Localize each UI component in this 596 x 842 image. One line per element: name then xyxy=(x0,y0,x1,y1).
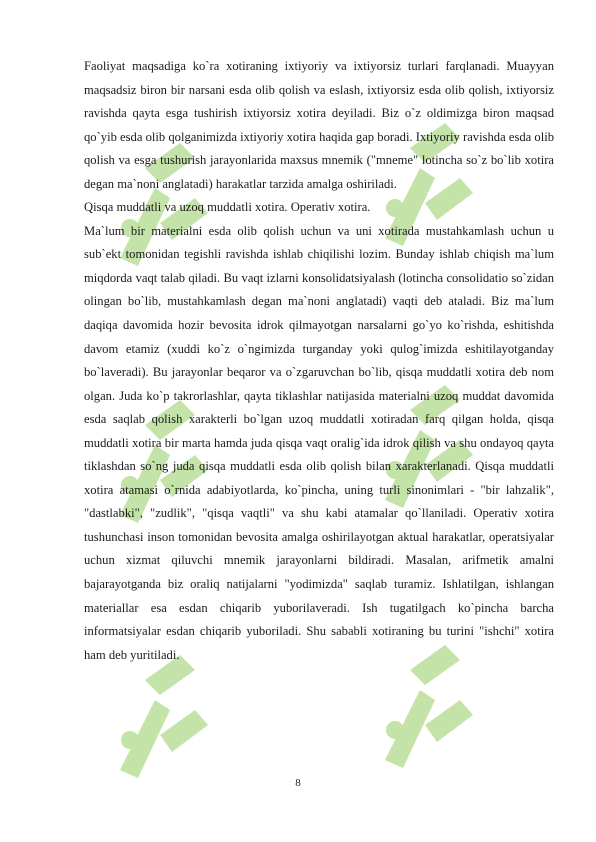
page-number: 8 xyxy=(295,777,301,789)
paragraph-intro: Faoliyat maqsadiga ko`ra xotiraning ixtiyoriy va ixtiyorsiz turlari farqlanadi. Muayyan maqsadsiz biron bir narsani esda olib qolish va eslash, ixtiyorsiz esda olib qolish, ixtiyorsiz ravishda qayta esga tushirish ixtiyorsiz xotira deyiladi. Biz o`z oldimizga biron maqsad qo`yib esda olib qolganimizda ixtiyoriy xotira haqida gap boradi. Ixtiyoriy ravishda esda olib qolish va esga tushurish jarayonlarida maxsus mnemik ("mneme" lotincha so`z bo`lib xotira degan ma`noni anglatadi) harakatlar tarzida amalga oshiriladi. xyxy=(84,59,554,191)
document-body xyxy=(84,55,554,667)
section-heading: Qisqa muddatli va uzoq muddatli xotira. Operativ xotira. xyxy=(84,200,371,215)
paragraph-main: Ma`lum bir materialni esda olib qolish uchun va uni xotirada mustahkamlash uchun u sub`ekt tomonidan tegishli ravishda ishlab chiqilishi lozim. Bunday ishlab chiqish ma`lum miqdorda vaqt talab qiladi. Bu vaqt izlarni konsolidatsiyalash (lotincha consolidatio so`zidan olingan bo`lib, mustahkamlash degan ma`noni anglatadi) vaqti deb ataladi. Biz ma`lum daqiqa davomida hozir bevosita idrok qilmayotgan narsalarni go`yo ko`rishda, eshitishda davom etamiz (xuddi ko`z o`ngimizda turganday yoki qulog`imizda eshitilayotganday bo`laveradi). Bu jarayonlar beqaror va o`zgaruvchan bo`lib, qisqa muddatli xotira deb nom olgan. Juda ko`p takrorlashlar, qayta tiklashlar natijasida materialni uzoq muddat davomida esda saqlab qolish xarakterli bo`lgan uzoq muddatli xotiradan farq qilgan holda, qisqa muddatli xotira bir marta hamda juda qisqa vaqt oralig`ida idrok qilish va shu ondayoq qayta tiklashdan so`ng juda qisqa muddatli esda olib qolish bilan xarakterlanadi. Qisqa muddatli xotira atamasi o`rnida adabiyotlarda, ko`pincha, uning turli sinonimlari - "bir lahzalik", "dastlabki", "zudlik", "qisqa vaqtli" va shu kabi atamalar qo`llaniladi. Operativ xotira tushunchasi inson tomonidan bevosita amalga oshirilayotgan aktual harakatlar, operatsiyalar uchun xizmat qiluvchi mnemik jarayonlarni bildiradi. Masalan, arifmetik amalni bajarayotganda biz oraliq natijalarni "yodimizda" saqlab turamiz. Ishlatilgan, ishlangan materiallar esa esdan chiqarib yuborilaveradi. Ish tugatilgach ko`pincha barcha informatsiyalar esdan chiqarib yuboriladi. Shu sababli xotiraning bu turini "ishchi" xotira ham deb yuritiladi. xyxy=(84,223,554,662)
